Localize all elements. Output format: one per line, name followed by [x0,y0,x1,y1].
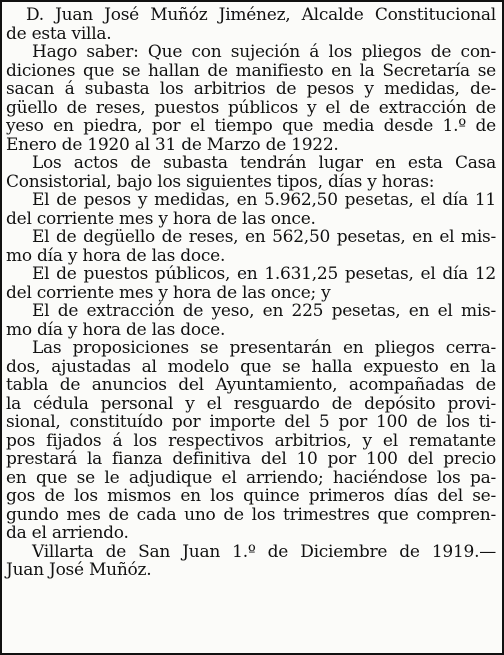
paragraph-4-line-2: del corriente mes y hora de las once. [6,208,316,229]
paragraph-2-line-5: yeso en piedra, por el tiempo que media desde 1.º de [6,116,496,136]
paragraph-9-line-1: Villarta de San Juan 1.º de Diciembre de 1919.— [32,541,496,562]
paragraph-8-line-3: tabla de anuncios del Ayuntamiento, acompañadas de [6,375,496,395]
paragraph-8-line-4: la cédula personal y el resguardo de depósito provi- [6,393,496,414]
paragraph-5-line-2: mo día y hora de las doce. [6,245,226,266]
paragraph-6-line-2: del corriente mes y hora de las once; y [6,282,331,303]
paragraph-8-line-9: gos de los mismos en los quince primeros días del se- [6,486,496,506]
paragraph-6-line-1: El de puestos públicos, en 1.631,25 pesetas, el día 12 [32,264,496,284]
paragraph-3-line-2: Consistorial, bajo los siguientes tipos, días y horas: [6,171,435,192]
paragraph-8-line-2: dos, ajustadas al modelo que se halla expuesto en la [6,356,496,377]
paragraph-8-line-8: en que se le adjudique el arriendo; haciéndose los pa- [6,467,496,488]
notice-text [6,6,496,580]
paragraph-8-line-1: Las proposiciones se presentarán en pliegos cerra- [32,338,496,358]
paragraph-1-line-1: D. Juan José Muñóz Jiménez, Alcalde Constitucional [26,5,496,25]
paragraph-3-line-1: Los actos de subasta tendrán lugar en esta Casa [32,153,496,173]
paragraph-2-line-4: güello de reses, puestos públicos y el de extracción de [6,97,496,118]
paragraph-4-line-1: El de pesos y medidas, en 5.962,50 pesetas, el día 11 [32,190,496,210]
paragraph-2-line-6: Enero de 1920 al 31 de Marzo de 1922. [6,134,339,155]
paragraph-2-line-2: diciones que se hallan de manifiesto en la Secretaría se [6,60,496,81]
paragraph-8-line-7: prestará la fianza definitiva del 10 por 100 del precio [6,449,496,469]
paragraph-1-line-2: de esta villa. [6,23,112,44]
paragraph-2-line-1: Hago saber: Que con sujeción á los pliegos de con- [32,42,496,62]
paragraph-8-line-5: sional, constituído por importe del 5 por 100 de los ti- [6,412,496,432]
paragraph-8-line-11: da el arriendo. [6,523,129,543]
paragraph-9-line-2: Juan José Muñóz. [6,560,152,580]
paragraph-2-line-3: sacan á subasta los arbitrios de pesos y medidas, de- [6,79,496,99]
paragraph-7-line-2: mo día y hora de las doce. [6,319,226,340]
paragraph-5-line-1: El de degüello de reses, en 562,50 pesetas, en el mis- [32,227,496,247]
paragraph-8-line-10: gundo mes de cada uno de los trimestres que compren- [6,504,496,525]
paragraph-7-line-1: El de extracción de yeso, en 225 pesetas, en el mis- [32,301,496,321]
paragraph-8-line-6: pos fijados á los respectivos arbitrios, y el rematante [6,430,496,451]
